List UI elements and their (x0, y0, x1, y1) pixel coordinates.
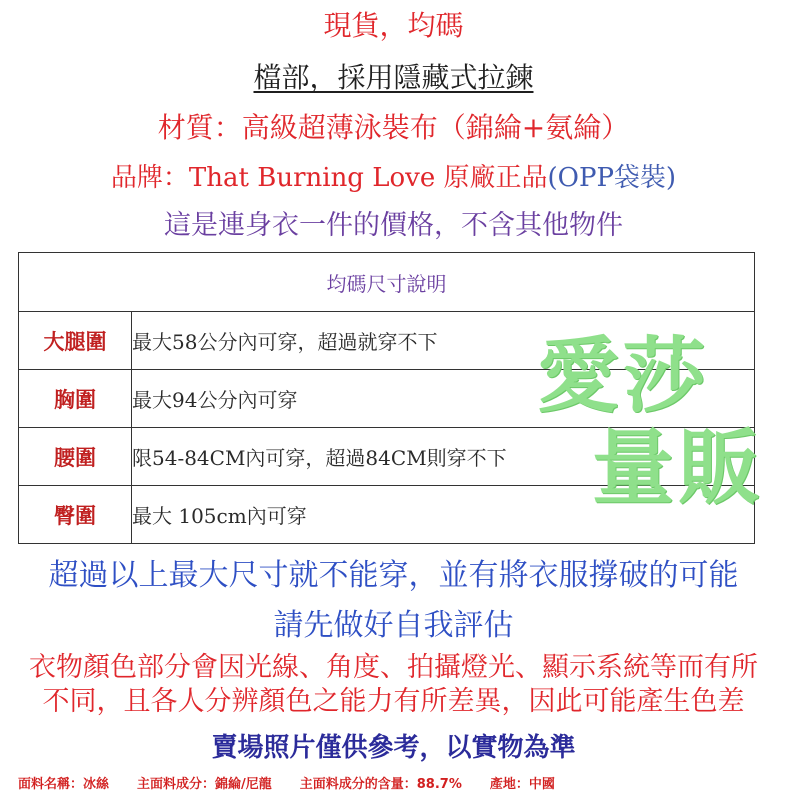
size-table-header (19, 253, 755, 312)
fabric-content: 主面料成分的含量：88.7% (299, 777, 462, 792)
size-label-chest: 胸圍 (19, 370, 132, 428)
price-notice: 這是連身衣一件的價格，不含其他物件 (164, 210, 623, 241)
size-value-chest: 最大94公分內可穿 (132, 370, 755, 428)
color-disclaimer-line2: 不同，且各人分辨顏色之能力有所差異，因此可能產生色差 (42, 686, 745, 717)
color-disclaimer (0, 651, 787, 719)
fabric-info (18, 773, 778, 792)
brand-text: 品牌：That Burning Love 原廠正品 (110, 163, 548, 193)
oversize-warning: 超過以上最大尺寸就不能穿，並有將衣服撐破的可能 (48, 558, 739, 593)
size-label-waist: 腰圍 (19, 428, 132, 486)
size-value-hip: 最大 105cm內可穿 (132, 486, 755, 544)
size-label-hip: 臀圍 (19, 486, 132, 544)
fabric-name: 面料名稱：冰絲 (18, 777, 110, 792)
stock-notice: 現貨，均碼 (323, 9, 464, 42)
zipper-notice: 檔部，採用隱藏式拉鍊 (253, 61, 534, 94)
size-table-title: 均碼尺寸說明 (19, 253, 755, 312)
size-label-thigh: 大腿圍 (19, 312, 132, 370)
packaging-text: (OPP袋裝) (547, 163, 677, 193)
brand-notice (0, 157, 787, 194)
color-disclaimer-line1: 衣物顏色部分會因光線、角度、拍攝燈光、顯示系統等而有所 (29, 652, 758, 683)
photo-disclaimer: 賣場照片僅供參考，以實物為準 (211, 733, 576, 763)
fabric-origin: 產地：中國 (489, 777, 555, 792)
size-value-waist: 限54-84CM內可穿，超過84CM則穿不下 (132, 428, 755, 486)
fabric-main: 主面料成分：錦綸/尼龍 (137, 777, 272, 792)
shop-watermark-line1: 愛莎 (537, 329, 710, 424)
self-assess-notice: 請先做好自我評估 (273, 608, 514, 643)
size-value-thigh: 最大58公分內可穿，超過就穿不下 (132, 312, 755, 370)
shop-watermark-line2: 量販 (592, 421, 765, 516)
material-notice: 材質：高級超薄泳裝布（錦綸+氨綸） (157, 111, 630, 144)
